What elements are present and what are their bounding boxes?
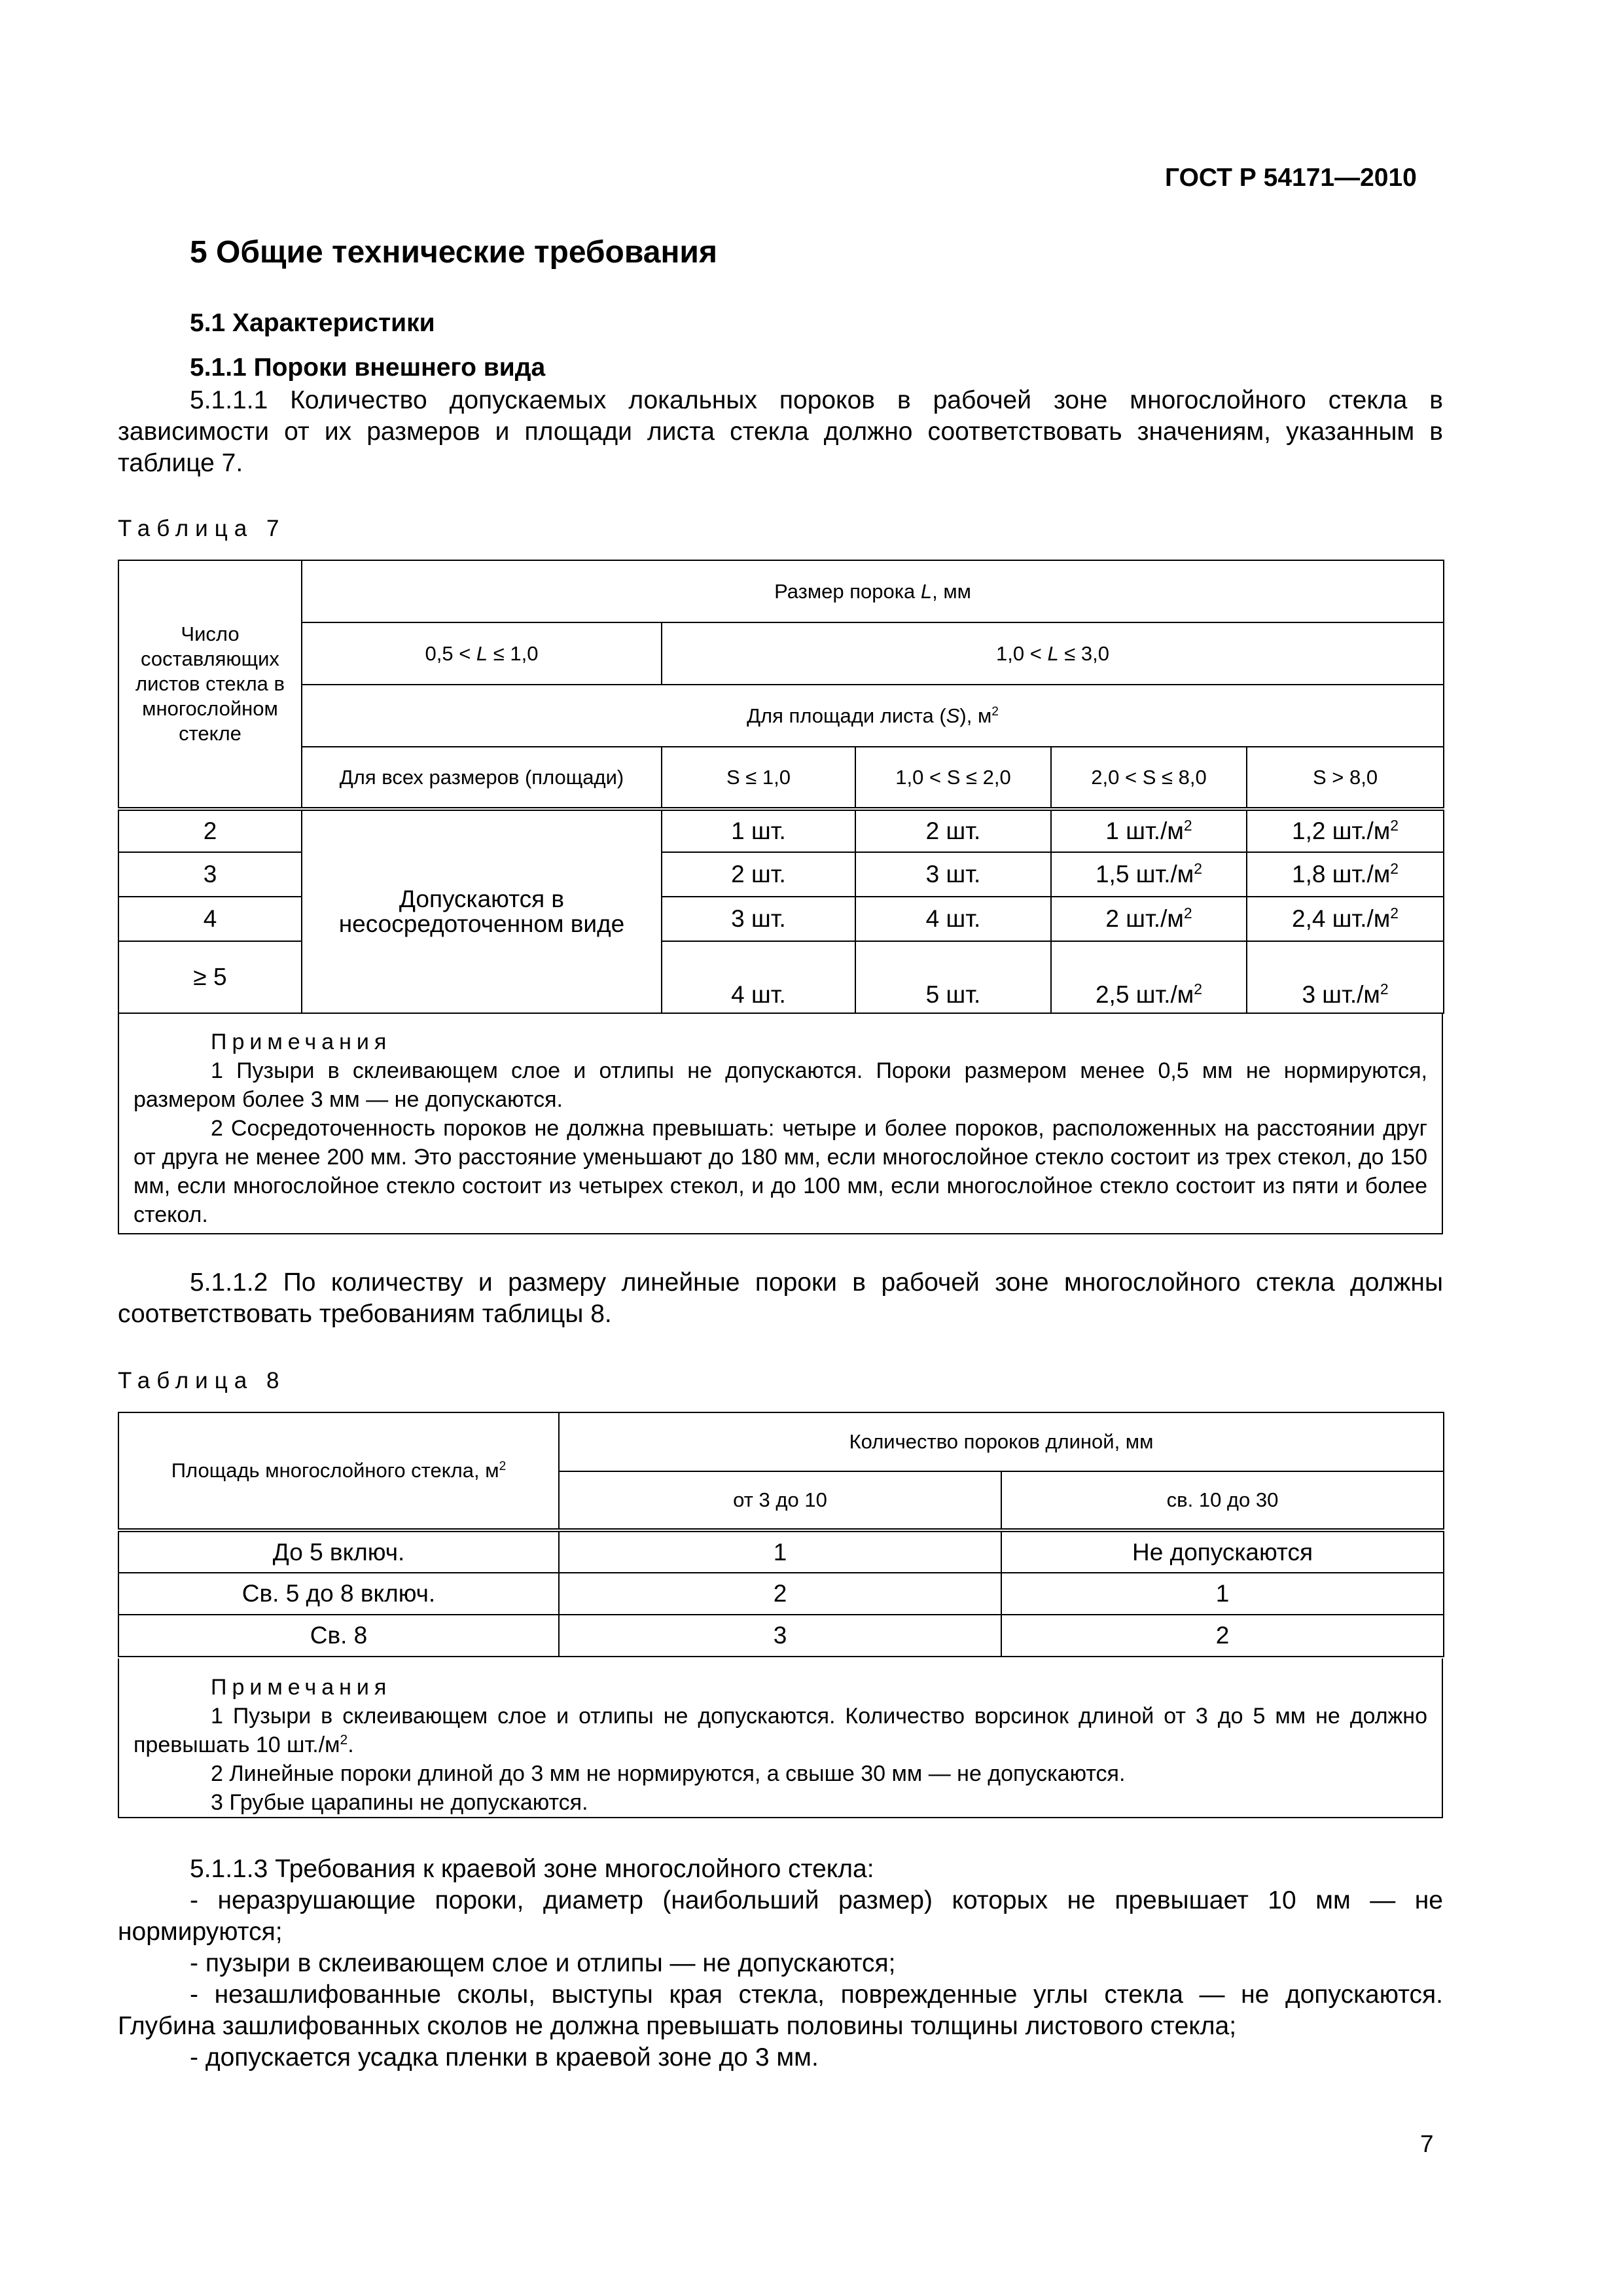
- notes-title: Примечания: [211, 1030, 392, 1054]
- paragraph-5-1-1-1: 5.1.1.1 Количество допускаемых локальных пороков в рабочей зоне многослойного стекла в зависимости от их размеров и площади листа стекла должно соответствовать значениям, указанным в таблице 7.: [118, 386, 1443, 477]
- section-title: 5 Общие технические требования: [190, 235, 717, 270]
- table-7-subcol-4: S > 8,0: [1247, 747, 1444, 809]
- table-cell: Св. 8: [118, 1615, 559, 1657]
- table-8-note-1: 1 Пузыри в склеивающем слое и отлипы не допускаются. Количество ворсинок длиной от 3 до 5 мм не должно превышать 10 $шт./м^2$.: [134, 1704, 1427, 1757]
- table-cell: 3 шт.: [855, 852, 1051, 897]
- table-cell: 2: [1001, 1615, 1444, 1657]
- subsection-title: 5.1 Характеристики: [190, 309, 435, 337]
- list-item: - допускается усадка пленки в краевой зоне до 3 мм.: [190, 2043, 819, 2072]
- table-cell: 2 шт.: [855, 809, 1051, 852]
- table-cell: 1,2 $шт./м^2$: [1247, 809, 1444, 852]
- table-cell: 2 шт.: [662, 852, 855, 897]
- table-cell: 3 $шт./м^2$: [1247, 941, 1444, 1013]
- table-cell: 4 шт.: [855, 897, 1051, 941]
- table-7-range-1: 0,5 < L ≤ 1,0: [302, 622, 662, 685]
- paragraph-5-1-1-3: [118, 1854, 1443, 2073]
- table-8-note-2: 2 Линейные пороки длиной до 3 мм не нормируются, а свыше 30 мм — не допускаются.: [211, 1761, 1126, 1786]
- table-row: [118, 809, 1444, 852]
- document-code: ГОСТ Р 54171—2010: [1165, 164, 1417, 192]
- table-7-note-1: 1 Пузыри в склеивающем слое и отлипы не допускаются. Пороки размером менее 0,5 мм не нормируются, размером более 3 мм — не допускаются.: [134, 1058, 1427, 1112]
- table-7-merged-value: Допускаются в несосредоточенном виде: [302, 809, 662, 1013]
- page-number: 7: [1420, 2130, 1434, 2157]
- table-cell: 1,5 $шт./м^2$: [1051, 852, 1247, 897]
- table-cell: 2: [118, 809, 302, 852]
- list-item: - незашлифованные сколы, выступы края стекла, поврежденные углы стекла — не допускаются. Глубина зашлифованных сколов не должна превышать половины толщины листового стекла;: [118, 1981, 1443, 2040]
- table-8-subcol-1: от 3 до 10: [559, 1471, 1001, 1530]
- table-7-subcol-2: 1,0 < S ≤ 2,0: [855, 747, 1051, 809]
- table-cell: 2 $шт./м^2$: [1051, 897, 1247, 941]
- table-7-all-sizes: Для всех размеров (площади): [302, 747, 662, 809]
- notes-title: Примечания: [211, 1675, 392, 1700]
- table-row: [118, 1573, 1444, 1615]
- table-8-caption: Таблица 8: [118, 1368, 286, 1393]
- table-8-count-header: Количество пороков длиной, мм: [559, 1412, 1444, 1471]
- table-cell: 1: [559, 1530, 1001, 1573]
- list-item: - неразрушающие пороки, диаметр (наибольший размер) которых не превышает 10 мм — не нормируются;: [118, 1886, 1443, 1946]
- table-cell: 1,8 $шт./м^2$: [1247, 852, 1444, 897]
- table-row: [118, 1615, 1444, 1657]
- table-8-note-3: 3 Грубые царапины не допускаются.: [211, 1790, 588, 1815]
- table-cell: 2,4 $шт./м^2$: [1247, 897, 1444, 941]
- table-cell: 1 $шт./м^2$: [1051, 809, 1247, 852]
- table-7-layers-header: Число составляющих листов стекла в многослойном стекле: [118, 560, 302, 809]
- table-7-caption: Таблица 7: [118, 516, 286, 541]
- table-cell: 3: [559, 1615, 1001, 1657]
- table-cell: 1: [1001, 1573, 1444, 1615]
- subsubsection-title: 5.1.1 Пороки внешнего вида: [190, 353, 546, 382]
- table-8: [118, 1412, 1444, 1657]
- table-cell: 3 шт.: [662, 897, 855, 941]
- table-cell: 2,5 $шт./м^2$: [1051, 941, 1247, 1013]
- table-cell: 3: [118, 852, 302, 897]
- table-cell: 4: [118, 897, 302, 941]
- table-cell: 5 шт.: [855, 941, 1051, 1013]
- table-7-subcol-3: 2,0 < S ≤ 8,0: [1051, 747, 1247, 809]
- table-cell: Св. 5 до 8 включ.: [118, 1573, 559, 1615]
- table-7-size-header: Размер порока L, мм: [302, 560, 1444, 622]
- table-cell: ≥ 5: [118, 941, 302, 1013]
- table-row: [118, 1530, 1444, 1573]
- table-cell: 4 шт.: [662, 941, 855, 1013]
- table-7-note-2: 2 Сосредоточенность пороков не должна превышать: четыре и более пороков, расположенных на расстоянии друг от друга не менее 200 мм. Это расстояние уменьшают до 180 мм, если многослойное стекло состоит из трех стекол, до 150 мм, если многослойное стекло состоит из четырех стекол, и до 100 мм, если многослойное стекло состоит из пяти и более стекол.: [134, 1116, 1427, 1227]
- table-cell: Не допускаются: [1001, 1530, 1444, 1573]
- table-cell: 2: [559, 1573, 1001, 1615]
- table-8-subcol-2: св. 10 до 30: [1001, 1471, 1444, 1530]
- table-7-subcol-1: S ≤ 1,0: [662, 747, 855, 809]
- table-8-notes: [118, 1659, 1443, 1818]
- list-item: - пузыри в склеивающем слое и отлипы — не допускаются;: [190, 1949, 896, 1977]
- table-7-notes: [118, 1013, 1443, 1234]
- table-7-range-2: 1,0 < L ≤ 3,0: [662, 622, 1444, 685]
- paragraph-intro: 5.1.1.3 Требования к краевой зоне многослойного стекла:: [190, 1855, 874, 1883]
- table-cell: 1 шт.: [662, 809, 855, 852]
- table-cell: До 5 включ.: [118, 1530, 559, 1573]
- table-7-area-header: Для площади листа (S), $м^2$: [302, 685, 1444, 747]
- table-8-area-header: Площадь многослойного стекла, $м^2$: [118, 1412, 559, 1530]
- paragraph-5-1-1-2: 5.1.1.2 По количеству и размеру линейные пороки в рабочей зоне многослойного стекла должны соответствовать требованиям таблицы 8.: [118, 1268, 1443, 1328]
- table-7: [118, 560, 1444, 1014]
